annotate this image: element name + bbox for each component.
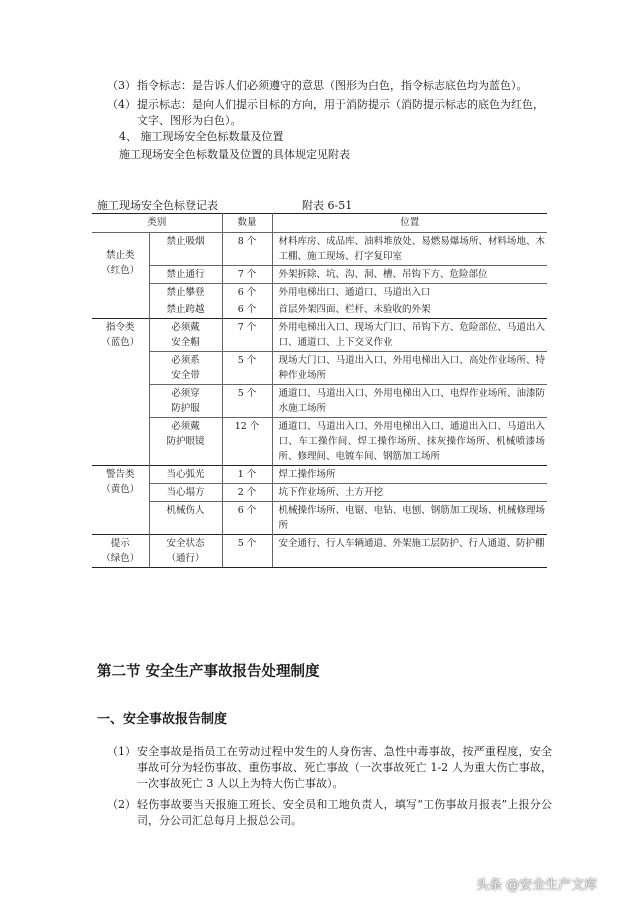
sign-count: 6 个 (222, 284, 272, 302)
sign-count: 2 个 (222, 484, 272, 502)
table-row (92, 502, 547, 535)
subsection-heading-4: 4、 施工现场安全色标数量及位置 (119, 130, 284, 143)
sign-name (149, 352, 222, 385)
sign-name: 禁止跨越 (149, 301, 222, 319)
paragraph-2 (97, 797, 552, 831)
sign-count: 5 个 (222, 535, 272, 568)
sign-count: 7 个 (222, 266, 272, 284)
sign-count: 7 个 (222, 319, 272, 352)
sign-name: 当心塌方 (149, 484, 222, 502)
table-row (92, 266, 547, 284)
sign-location: 外用电梯出入口、现场大门口、吊钩下方、危险部位、马道出入口、通道口、上下交叉作业 (272, 319, 547, 352)
sign-name-line1: 必须戴 (171, 322, 200, 333)
item4-text-line2: 文字、图形为白色）。 (137, 114, 242, 127)
sign-name-line1: 必须系 (171, 355, 200, 366)
table-row (92, 284, 547, 302)
sign-name-line1: 必须穿 (171, 388, 200, 399)
table-row (92, 301, 547, 319)
category-cell-prompt (92, 535, 149, 568)
sign-name-line2: 安全帽 (171, 337, 200, 348)
category-name: 指令类 (105, 322, 135, 333)
paragraph-1 (97, 744, 552, 794)
paragraph-text: 安全事故是指员工在劳动过程中发生的人身伤害、急性中毒事故，按严重程度，安全事故可分为轻伤事故、重伤事故、死亡事故（一次事故死亡 1-2 人为重大伤亡事故，一次事故死亡 3 人以上为特大伤亡事故）。 (137, 745, 552, 790)
sign-name (149, 418, 222, 466)
sign-name: 当心弧光 (149, 466, 222, 484)
sign-location: 通道口、马道出入口、外用电梯出入口、通道出入口、马道出入口、车工操作间、焊工操作场所、抹灰操作场所、机械喷漆场所、修理间、电镀车间、钢筋加工场所 (272, 418, 547, 466)
sign-location: 通道口、马道出入口、外用电梯出入口、电焊作业场所、油漆防水施工场所 (272, 385, 547, 418)
header-count: 数量 (222, 214, 272, 233)
sign-name: 禁止通行 (149, 266, 222, 284)
subsection-description: 施工现场安全色标数量及位置的具体规定见附表 (119, 148, 350, 161)
sign-location: 现场大门口、马道出入口、外用电梯出入口、高处作业场所、特种作业场所 (272, 352, 547, 385)
sign-location: 机械操作场所、电锯、电钻、电刨、钢筋加工现场、机械修理场所 (272, 502, 547, 535)
category-color: （黄色） (101, 484, 140, 495)
sign-count: 1 个 (222, 466, 272, 484)
sign-location: 外架拆除、坑、沟、洞、槽、吊钩下方、危险部位 (272, 266, 547, 284)
table-row (92, 233, 547, 266)
category-cell-mandatory (92, 319, 149, 466)
category-name: 提示 (110, 538, 130, 549)
item4-number: （4） (107, 98, 136, 111)
sign-count: 6 个 (222, 301, 272, 319)
sign-location: 安全通行、行人车辆通道、外架施工层防护、行人通道、防护棚 (272, 535, 547, 568)
category-color: （红色） (101, 265, 140, 276)
watermark: 头条 @安全生产文库 (476, 878, 598, 893)
table-header-row (92, 214, 547, 233)
category-cell-warning (92, 466, 149, 535)
safety-sign-register-table (92, 213, 547, 568)
sign-name (149, 535, 222, 568)
sign-count: 5 个 (222, 385, 272, 418)
sign-count: 8 个 (222, 233, 272, 266)
header-location: 位置 (272, 214, 547, 233)
sign-name-line1: 安全状态 (166, 538, 205, 549)
sign-location: 坑下作业场所、土方开挖 (272, 484, 547, 502)
header-category: 类别 (92, 214, 222, 233)
table-caption-title: 施工现场安全色标登记表 (97, 199, 218, 212)
table-caption-ref: 附表 6-51 (302, 199, 353, 212)
table-row (92, 319, 547, 352)
sign-name (149, 385, 222, 418)
sign-name-line2: 防护眼镜 (166, 436, 205, 447)
sign-location: 材料库房、成品库、油料堆放处、易燃易爆场所、材料场地、木工棚、施工现场、打字复印室 (272, 233, 547, 266)
table-row (92, 484, 547, 502)
sign-count: 5 个 (222, 352, 272, 385)
item4-text-line1: 提示标志：是向人们提示目标的方向，用于消防提示（消防提示标志的底色为红色， (137, 98, 544, 111)
table-row (92, 466, 547, 484)
section-title: 第二节 安全生产事故报告处理制度 (97, 664, 320, 680)
category-cell-prohibition (92, 233, 149, 319)
sign-location: 首层外架四面、栏杆、未验收的外架 (278, 304, 431, 315)
table-caption (97, 197, 547, 213)
table-row (92, 385, 547, 418)
sign-location: 焊工操作场所 (272, 466, 547, 484)
category-name: 警告类 (105, 469, 135, 480)
section-subtitle: 一、安全事故报告制度 (97, 712, 228, 727)
sign-count: 6 个 (222, 502, 272, 535)
sign-name-line2: 防护服 (171, 403, 200, 414)
paragraph-number: （2） (107, 798, 136, 811)
sign-name (149, 319, 222, 352)
table-row (92, 535, 547, 568)
sign-count: 12 个 (222, 418, 272, 466)
sign-name: 机械伤人 (149, 502, 222, 535)
paragraph-text: 轻伤事故要当天报施工班长、安全员和工地负责人，填写“工伤事故月报表”上报分公司，分公司汇总每月上报总公司。 (137, 798, 552, 827)
table-row (92, 352, 547, 385)
category-color: （蓝色） (101, 337, 140, 348)
sign-name-line2: 安全带 (171, 370, 200, 381)
item3-text: 指令标志：是告诉人们必须遵守的意思（图形为白色，指令标志底色均为蓝色）。 (137, 79, 528, 92)
sign-name-line2: （通行） (166, 553, 205, 564)
paragraph-number: （1） (107, 745, 136, 758)
sign-name: 禁止吸烟 (149, 233, 222, 266)
category-name: 禁止类 (105, 250, 135, 261)
table-row (92, 418, 547, 466)
sign-name: 禁止攀登 (149, 284, 222, 302)
sign-name-line1: 必须戴 (171, 421, 200, 432)
sign-location: 外用电梯出口、通道口、马道出入口 (272, 284, 547, 302)
category-color: （绿色） (101, 553, 140, 564)
item3-number: （3） (107, 79, 136, 92)
